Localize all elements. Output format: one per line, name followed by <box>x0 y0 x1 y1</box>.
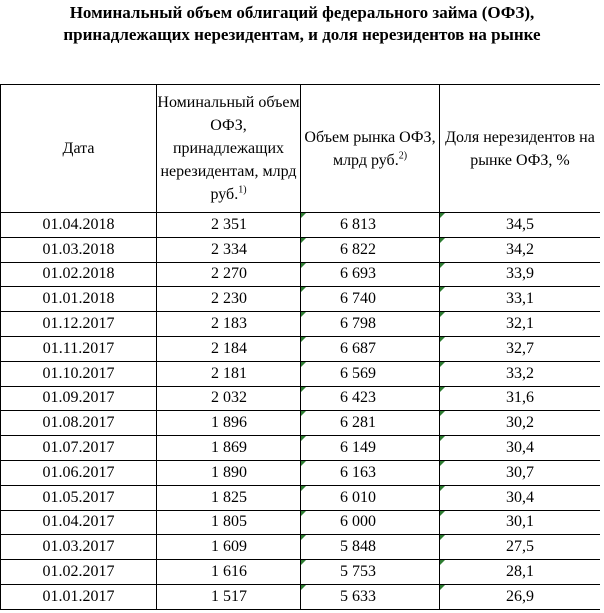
page-edge <box>600 0 604 613</box>
cell-share: 33,1 <box>440 287 601 312</box>
cell-date: 01.11.2017 <box>1 336 157 361</box>
cell-date: 01.02.2018 <box>1 262 157 287</box>
table-row <box>1 411 601 436</box>
cell-share: 31,6 <box>440 386 601 411</box>
cell-date: 01.01.2018 <box>1 287 157 312</box>
cell-date: 01.07.2017 <box>1 436 157 461</box>
table-header-row <box>1 85 601 213</box>
cell-nominal: 1 609 <box>157 535 301 560</box>
cell-share: 32,1 <box>440 312 601 337</box>
cell-market: 6 000 <box>301 510 440 535</box>
table-row <box>1 336 601 361</box>
cell-date: 01.04.2018 <box>1 213 157 238</box>
cell-market: 5 848 <box>301 535 440 560</box>
cell-nominal: 2 230 <box>157 287 301 312</box>
cell-market: 5 753 <box>301 560 440 585</box>
cell-market: 6 149 <box>301 436 440 461</box>
cell-share: 33,9 <box>440 262 601 287</box>
cell-share: 30,4 <box>440 436 601 461</box>
cell-nominal: 1 805 <box>157 510 301 535</box>
cell-market: 6 740 <box>301 287 440 312</box>
title-line-1: Номинальный объем облигаций федерального займа (ОФЗ), <box>69 3 535 22</box>
table-row <box>1 436 601 461</box>
cell-nominal: 2 184 <box>157 336 301 361</box>
table-row <box>1 535 601 560</box>
cell-market: 6 813 <box>301 213 440 238</box>
cell-nominal: 1 517 <box>157 584 301 609</box>
header-nominal: Номинальный объем ОФЗ, принадлежащих нерезидентам, млрд руб.$^{1)}$ <box>157 85 301 213</box>
table-row <box>1 584 601 609</box>
table-body <box>1 213 601 610</box>
cell-share: 32,7 <box>440 336 601 361</box>
cell-share: 34,5 <box>440 213 601 238</box>
cell-nominal: 2 351 <box>157 213 301 238</box>
cell-share: 30,7 <box>440 460 601 485</box>
cell-share: 26,9 <box>440 584 601 609</box>
header-market: Объем рынка ОФЗ, млрд руб.$^{2)}$ <box>301 85 440 213</box>
header-date: Дата <box>1 85 157 213</box>
cell-date: 01.03.2017 <box>1 535 157 560</box>
header-share: Доля нерезидентов на рынке ОФЗ, % <box>440 85 601 213</box>
cell-share: 30,2 <box>440 411 601 436</box>
cell-market: 6 281 <box>301 411 440 436</box>
cell-market: 5 633 <box>301 584 440 609</box>
cell-market: 6 822 <box>301 237 440 262</box>
table-row <box>1 312 601 337</box>
cell-date: 01.08.2017 <box>1 411 157 436</box>
footnote-mark-2: 2) <box>398 150 408 162</box>
table-row <box>1 262 601 287</box>
table-row <box>1 287 601 312</box>
table-row <box>1 560 601 585</box>
cell-nominal: 2 270 <box>157 262 301 287</box>
cell-market: 6 569 <box>301 361 440 386</box>
cell-market: 6 163 <box>301 460 440 485</box>
cell-nominal: 1 825 <box>157 485 301 510</box>
cell-nominal: 2 183 <box>157 312 301 337</box>
table-row <box>1 361 601 386</box>
cell-nominal: 1 616 <box>157 560 301 585</box>
cell-share: 30,1 <box>440 510 601 535</box>
footnote-mark-1: 1) <box>238 184 247 196</box>
cell-nominal: 1 896 <box>157 411 301 436</box>
cell-market: 6 798 <box>301 312 440 337</box>
table-row <box>1 485 601 510</box>
table-row <box>1 386 601 411</box>
cell-nominal: 2 334 <box>157 237 301 262</box>
title-line-2: принадлежащих нерезидентам, и доля нерезидентов на рынке <box>63 25 541 44</box>
cell-date: 01.02.2017 <box>1 560 157 585</box>
document-title <box>0 2 604 46</box>
cell-date: 01.01.2017 <box>1 584 157 609</box>
data-table-wrapper <box>0 84 604 610</box>
cell-date: 01.06.2017 <box>1 460 157 485</box>
table-row <box>1 460 601 485</box>
cell-share: 27,5 <box>440 535 601 560</box>
cell-date: 01.10.2017 <box>1 361 157 386</box>
ofz-table <box>0 84 601 610</box>
cell-share: 30,4 <box>440 485 601 510</box>
cell-date: 01.04.2017 <box>1 510 157 535</box>
cell-market: 6 423 <box>301 386 440 411</box>
table-row <box>1 510 601 535</box>
table-row <box>1 213 601 238</box>
cell-nominal: 2 181 <box>157 361 301 386</box>
cell-date: 01.03.2018 <box>1 237 157 262</box>
cell-share: 33,2 <box>440 361 601 386</box>
cell-nominal: 2 032 <box>157 386 301 411</box>
cell-share: 34,2 <box>440 237 601 262</box>
cell-market: 6 693 <box>301 262 440 287</box>
cell-market: 6 010 <box>301 485 440 510</box>
table-row <box>1 237 601 262</box>
cell-market: 6 687 <box>301 336 440 361</box>
cell-nominal: 1 890 <box>157 460 301 485</box>
cell-date: 01.05.2017 <box>1 485 157 510</box>
cell-date: 01.09.2017 <box>1 386 157 411</box>
cell-nominal: 1 869 <box>157 436 301 461</box>
cell-share: 28,1 <box>440 560 601 585</box>
cell-date: 01.12.2017 <box>1 312 157 337</box>
